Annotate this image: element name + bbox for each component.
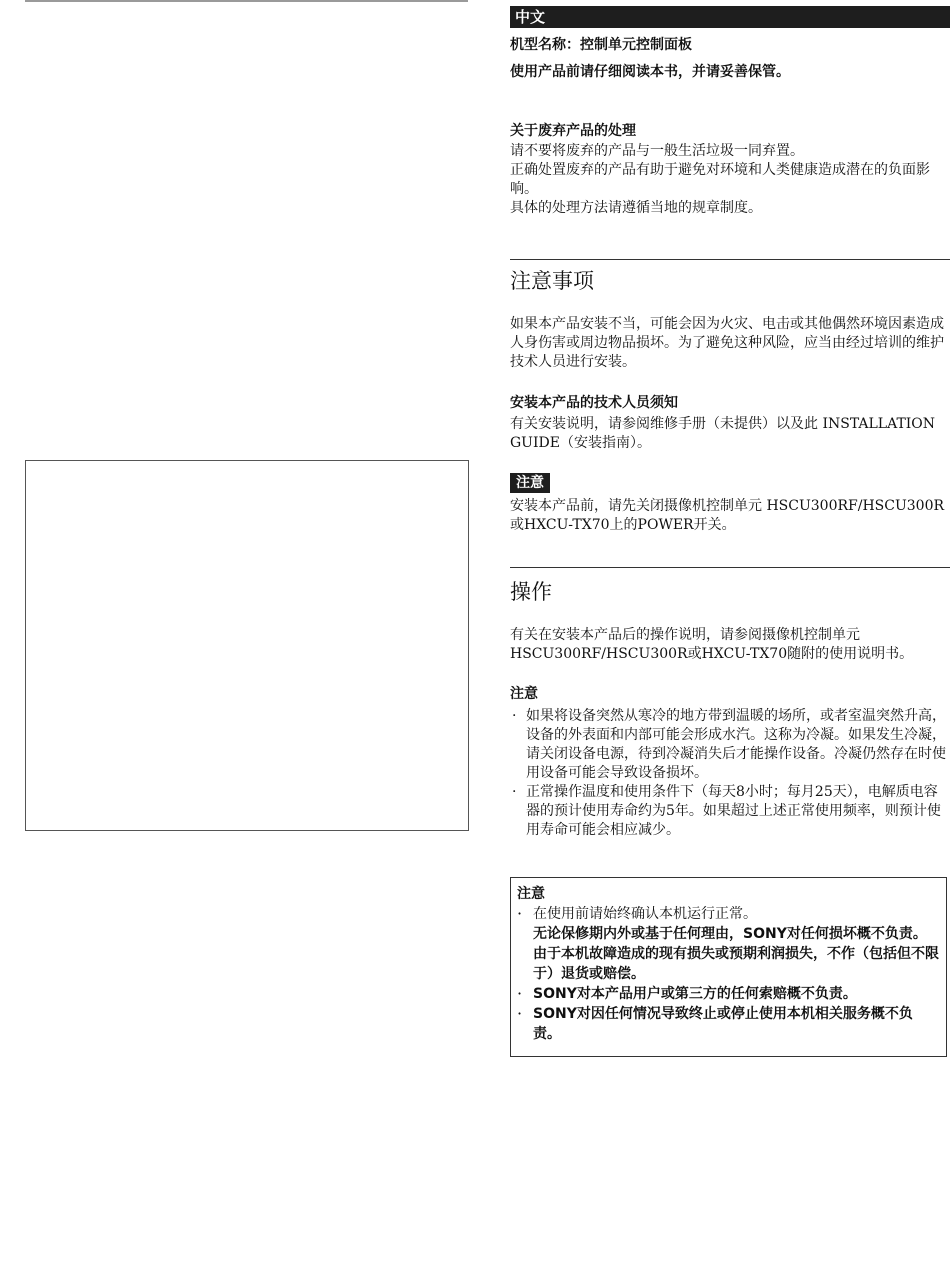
technician-text: 有关安装说明，请参阅维修手册（未提供）以及此 INSTALLATION GUIDE（安装指南）。 (510, 416, 936, 451)
precautions-intro: 如果本产品安装不当，可能会因为火灾、电击或其他偶然环境因素造成人身伤害或周边物品损坏。为了避免这种风险，应当由经过培训的维护技术人员进行安装。 (510, 316, 944, 370)
caution-text: 安装本产品前，请先关闭摄像机控制单元 HSCU300RF/HSCU300R或HXCU-TX70上的POWER开关。 (510, 498, 945, 533)
model-name: 机型名称：控制单元控制面板 (510, 37, 692, 53)
bullet-text: 正常操作温度和使用条件下（每天8小时；每月25天），电解质电容器的预计使用寿命约为5年。如果超过上述正常使用频率，则预计使用寿命可能会相应减少。 (526, 784, 941, 838)
list-item: · SONY对本产品用户或第三方的任何索赔概不负责。 (517, 984, 940, 1004)
section-divider (510, 567, 950, 568)
language-label: 中文 (515, 8, 546, 26)
disclaimer-item: 在使用前请始终确认本机运行正常。 (533, 906, 757, 922)
list-item: · 在使用前请始终确认本机运行正常。 无论保修期内外或基于任何理由，SONY对任何损坏概不负责。由于本机故障造成的现有损失或预期利润损失，不作（包括但不限于）退货或赔偿。 (517, 904, 939, 982)
top-left-rule (25, 0, 468, 2)
disposal-section (510, 121, 948, 218)
list-item: · SONY对因任何情况导致终止或停止使用本机相关服务概不负责。 (517, 1004, 940, 1044)
read-manual-note: 使用产品前请仔细阅读本书，并请妥善保管。 (510, 64, 790, 80)
disposal-line: 正确处置废弃的产品有助于避免对环境和人类健康造成潜在的负面影响。 (510, 162, 930, 197)
disclaimer-box (510, 877, 947, 1057)
blank-frame (25, 460, 469, 831)
operation-intro: 有关在安装本产品后的操作说明，请参阅摄像机控制单元 HSCU300RF/HSCU300R或HXCU-TX70随附的使用说明书。 (510, 627, 914, 662)
section-divider (510, 259, 950, 260)
operation-note-title: 注意 (510, 686, 538, 702)
disposal-line: 具体的处理方法请遵循当地的规章制度。 (510, 200, 762, 216)
bullet-text: 如果将设备突然从寒冷的地方带到温暖的场所，或者室温突然升高，设备的外表面和内部可能会形成水汽。这称为冷凝。如果发生冷凝，请关闭设备电源，待到冷凝消失后才能操作设备。冷凝仍然存在时使用设备可能会导致设备损坏。 (526, 708, 946, 781)
disposal-title: 关于废弃产品的处理 (510, 123, 636, 139)
list-item: · 正常操作温度和使用条件下（每天8小时；每月25天），电解质电容器的预计使用寿命约为5年。如果超过上述正常使用频率，则预计使用寿命可能会相应减少。 (512, 784, 941, 838)
operation-heading: 操作 (510, 580, 552, 604)
disclaimer-item: 无论保修期内外或基于任何理由，SONY对任何损坏概不负责。由于本机故障造成的现有损失或预期利润损失，不作（包括但不限于）退货或赔偿。 (533, 926, 939, 982)
operation-notes (510, 707, 948, 840)
disclaimer-item: SONY对本产品用户或第三方的任何索赔概不负责。 (533, 986, 857, 1002)
precautions-heading: 注意事项 (510, 269, 594, 293)
technician-title: 安装本产品的技术人员须知 (510, 395, 678, 411)
disposal-line: 请不要将废弃的产品与一般生活垃圾一同弃置。 (510, 143, 804, 159)
disclaimer-title: 注意 (517, 886, 545, 902)
disclaimer-item: SONY对因任何情况导致终止或停止使用本机相关服务概不负责。 (533, 1006, 913, 1042)
language-header-bar (510, 6, 950, 28)
caution-badge: 注意 (510, 473, 550, 493)
list-item: · 如果将设备突然从寒冷的地方带到温暖的场所，或者室温突然升高，设备的外表面和内部可能会形成水汽。这称为冷凝。如果发生冷凝，请关闭设备电源，待到冷凝消失后才能操作设备。冷凝仍然存在时使用设备可能会导致设备损坏。 (512, 708, 946, 781)
